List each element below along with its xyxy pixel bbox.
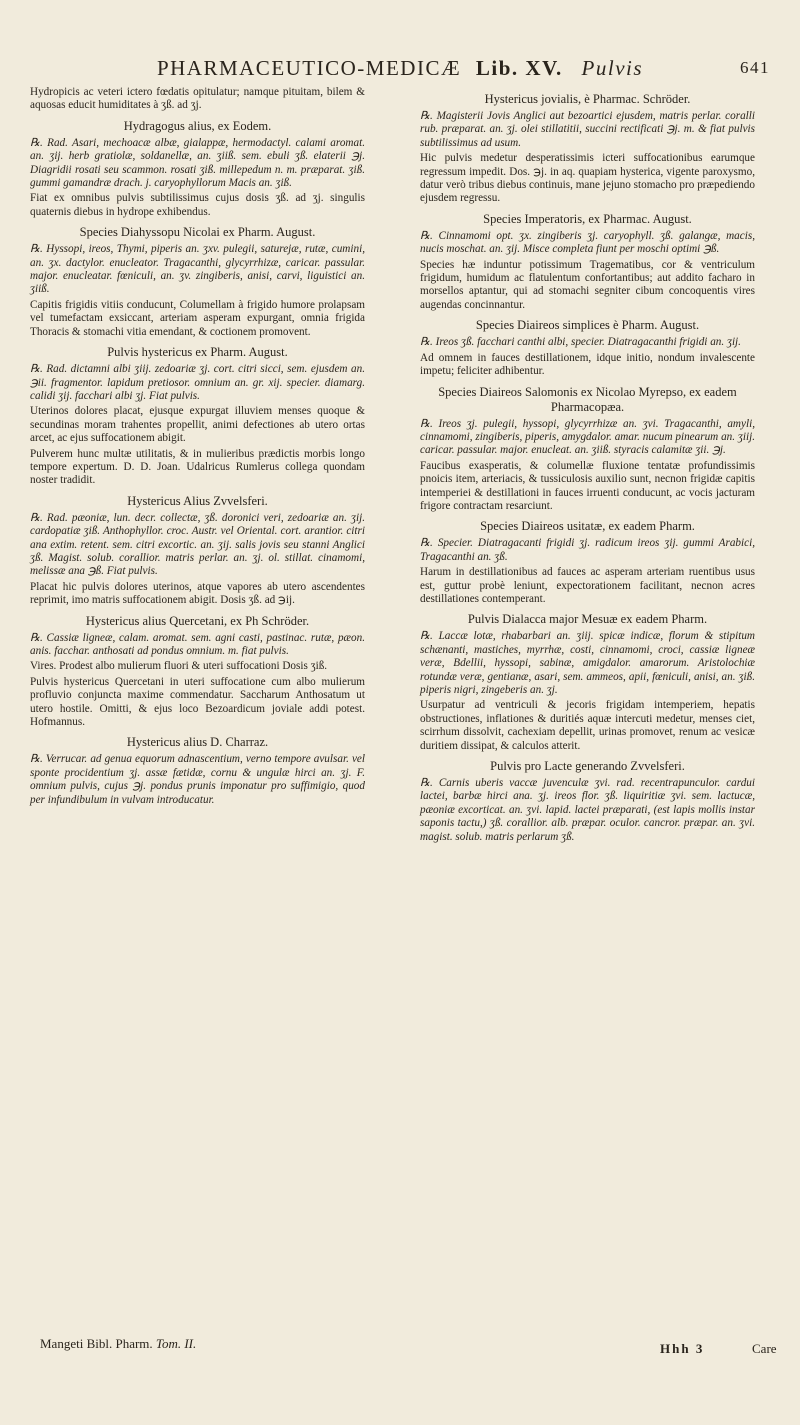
text-paragraph: Pulvis hystericus Quercetani in uteri suffocatione cum albo mulierum profluvio conjuncta maxime commendatur. Saccharum Anthosatum ut utero hostile. Omitti, & ejus loco Bezoardicum joviale addi potest. Hofmannus. (30, 675, 365, 729)
recipe-paragraph: ℞. Carnis uberis vaccæ juvenculæ ʒvi. rad. recentrapunculor. cardui lactei, barbæ hirci ana. ʒj. ireos flor. ʒß. liquiritiæ ʒvi. sem. lactucæ, pæoniæ excorticat. an. ʒvi. lapid. lactei præparati, (est lapis mollis instar saponis tactu,) ʒß. corallior. alb. præpar. oculor. cancror. præpar. an. ʒvi. magist. solub. matris perlarum ʒß. (420, 777, 755, 843)
section-heading: Species Diaireos simplices è Pharm. August. (475, 318, 700, 333)
text-paragraph: Uterinos dolores placat, ejusque expurgat illuviem menses quoque & secundinas moram trahentes propellit, animi defectiones ab utero ortas arcet, ac ejus suffocationem abigit. (30, 405, 365, 445)
section-heading: Hystericus alius Quercetani, ex Ph Schröder. (85, 613, 310, 628)
section-heading: Species Diaireos usitatæ, ex eadem Pharm. (480, 519, 695, 534)
recipe-paragraph: ℞. Ireos ʒß. facchari canthi albi, specier. Diatragacanthi frigidi an. ʒij. (420, 336, 741, 349)
header-title: PHARMACEUTICO-MEDICÆ (156, 56, 462, 80)
signature-mark: Hhh 3 (660, 1341, 705, 1356)
header-book: Lib. XV. (475, 56, 563, 80)
recipe-paragraph: ℞. Hyssopi, ireos, Thymi, piperis an. ʒxv. pulegii, saturejæ, rutæ, cumini, an. ʒx. dactylor. enucleator. Tragacanthi, glycyrrhizæ, caricar. passular. major. enucleatar. fœniculi, an. ʒv. zingiberis, anisi, carvi, liguistici an. ʒiiß. (30, 243, 365, 296)
running-header (0, 56, 800, 90)
right-column (420, 86, 755, 846)
recipe-paragraph: ℞. Verrucar. ad genua equorum adnascentium, verno tempore avulsar. vel sponte procidentium ʒj. assæ fætidæ, cornu & ungulæ hirci an. ʒj. F. omnium pulvis, cujus ℈j. pondus prunis imponatur pro suffimigio, quod per infundibulum in vulvam introducatur. (30, 753, 365, 806)
recipe-paragraph: ℞. Rad. dictamni albi ʒiij. zedoariæ ʒj. cort. citri sicci, sem. ejusdem an. ℈ii. fragmentor. lapidum pretiosor. omnium an. gr. xij. specier. diamarg. calidi ʒij. facchari albi ʒj. Fiat pulvis. (30, 363, 365, 402)
recipe-paragraph: ℞. Specier. Diatragacanti frigidi ʒj. radicum ireos ʒij. gummi Arabici, Tragacanthi an. ʒß. (420, 537, 755, 563)
section-heading: Hydragogus alius, ex Eodem. (123, 118, 272, 133)
text-paragraph: Ad omnem in fauces destillationem, idque initio, nondum invalescente impetu; feliciter adhibentur. (420, 351, 755, 378)
section-heading: Species Diahyssopu Nicolai ex Pharm. August. (79, 225, 316, 240)
section-heading: Pulvis pro Lacte generando Zvvelsferi. (490, 759, 685, 774)
text-paragraph: Usurpatur ad ventriculi & jecoris frigidam intemperiem, hepatis obstructiones, inflationes & duritiés aquæ intercuti medetur, menses ciet, scirrhum dissolvit, cachexiam depellit, urinas promovet, renum ac vesicæ duritiem dissipat, & calculos atterit. (420, 699, 755, 752)
text-paragraph: Hydropicis ac veteri ictero fœdatis opitulatur; namque pituitam, bilem & aquosas educit humiditates à ʒß. ad ʒj. (30, 86, 365, 112)
section-heading: Pulvis Dialacca major Mesuæ ex eadem Pharm. (467, 612, 708, 627)
text-paragraph: Species hæ induntur potissimum Tragematibus, cor & ventriculum frigidum, humidum ac flatulentum confortantibus; aut addito facharo in morsellos aptantur, qui ad stomachi segniter cibum concoquentis vires augendas concinnantur. (420, 258, 755, 311)
section-heading: Hystericus jovialis, è Pharmac. Schröder. (484, 92, 691, 106)
footer-reference (40, 1336, 196, 1352)
recipe-paragraph: ℞. Laccæ lotæ, rhabarbari an. ʒiij. spicæ indicæ, florum & stipitum schænanti, mastiches, myrrhæ, costi, cinnamomi, croci, cassiæ ligneæ veræ, Bdellii, hyssopi, sabinæ, amigdalor. amarorum. Aristolochiæ rotundæ veræ, gentianæ, asari, sem. ammeos, apii, fœniculi, anisi, an. ʒiß. piperis nigri, zingeberis an. ʒj. (420, 630, 755, 696)
section-heading: Pulvis hystericus ex Pharm. August. (107, 345, 288, 360)
text-paragraph: Fiat ex omnibus pulvis subtilissimus cujus dosis ʒß. ad ʒj. singulis quaternis diebus in hydrope exhibendus. (30, 192, 365, 218)
section-heading: Hystericus Alius Zvvelsferi. (127, 493, 268, 508)
recipe-paragraph: ℞. Magisterii Jovis Anglici aut bezoartici ejusdem, matris perlar. coralli rub. præparat. an. ʒj. olei stillatitii, succini rectificati ℈j. m. & fiat pulvis subtilissimus ad usum. (420, 110, 755, 149)
text-paragraph: Capitis frigidis vitiis conducunt, Columellam à frigido humore prolapsam vel tumefactam exsiccant, arteriam asperam expurgant, omnia frigida Thoracis & stomachi vitia emendant, & coctionem promovent. (30, 298, 365, 338)
left-column (30, 86, 365, 809)
text-paragraph: Harum in destillationibus ad fauces ac asperam arteriam ruentibus usus est, guttur probè leniunt, expectorationem facilitant, necnon acres destillationes contemperant. (420, 566, 755, 605)
header-section: Pulvis (581, 56, 644, 80)
recipe-paragraph: ℞. Ireos ʒj. pulegii, hyssopi, glycyrrhizæ an. ʒvi. Tragacanthi, amyli, cinnamomi, zingiberis, piperis, amygdalor. amar. nucum pinearum an. ʒiij. caricar. passular. major. enucleat. an. ʒiiß. styracis calamitæ ʒii. ℈j. (420, 417, 755, 457)
section-heading: Species Imperatoris, ex Pharmac. August. (483, 211, 692, 226)
section-heading: Hystericus alius D. Charraz. (126, 735, 269, 750)
section-heading: Species Diaireos Salomonis ex Nicolao Myrepso, ex eadem Pharmacopæa. (438, 384, 737, 414)
footer-volume: Tom. II. (155, 1336, 197, 1351)
catchword: Care (752, 1341, 777, 1356)
text-paragraph: Hic pulvis medetur desperatissimis icteri suffocationibus earumque regressum impedit. Dos. ℈j. in aq. quapiam hysterica, vigente paroxysmo, datur verò tribus diebus continuis, mane jejuno stomacho pro præpediendo ejusdem regressu. (420, 152, 755, 205)
recipe-paragraph: ℞. Rad. Asari, mechoacæ albæ, gialappæ, hermodactyl. calami aromat. an. ʒij. herb gratiolæ, soldanellæ, an. ʒiiß. sem. ebuli ʒß. elaterii ℈j. Diagridii rosati seu scammon. rosati ʒiß. millepedum n. m. præparat. ʒiß. gummi gamandræ drach. j. caryophyllorum Macis an. ʒiß. (30, 136, 365, 190)
recipe-paragraph: ℞. Cinnamomi opt. ʒx. zingiberis ʒj. caryophyll. ʒß. galangæ, macis, nucis moschat. an. ʒij. Misce completa fiunt per moschi optimi ℈ß. (420, 229, 755, 256)
footer-book-title: Mangeti Bibl. Pharm. (40, 1336, 153, 1351)
text-paragraph: Placat hic pulvis dolores uterinos, atque vapores ab utero ascendentes reprimit, imo matris suffocationem abigit. Dosis ʒß. ad ℈ij. (30, 580, 365, 607)
text-paragraph: Faucibus exasperatis, & columellæ fluxione tentatæ profundissimis pnoicis item, arteriacis, & tussiculosis auxilio sunt, necnon frigidæ capitis intemperiei & destillationi in fauces irruenti conducunt, ac vocis jacturam frigore contractam resarciunt. (420, 459, 755, 512)
text-paragraph: Pulverem hunc multæ utilitatis, & in mulieribus prædictis morbis longo tempore expertum. D. D. Joan. Udalricus Rumlerus collega quondam noster tradidit. (30, 447, 365, 487)
text-paragraph: Vires. Prodest albo mulierum fluori & uteri suffocationi Dosis ʒiß. (30, 660, 328, 673)
recipe-paragraph: ℞. Cassiæ ligneæ, calam. aromat. sem. agni casti, pastinac. rutæ, pæon. anis. facchar. anthosati ad pondus omnium. m. fiat pulvis. (30, 631, 365, 657)
recipe-paragraph: ℞. Rad. pæoniæ, lun. decr. collectæ, ʒß. doronici veri, zedoariæ an. ʒij. cardopatiæ ʒiß. Anthophyllor. croc. Austr. vel Oriental. cort. arantior. citri ana extim. retent. sem. citri excortic. an. ʒij. salis jovis seu stanni Anglici ʒß. Magist. solub. corallior. matris perlar. an. ʒj. ol. stillat. cinamomi, melissæ ana ℈ß. Fiat pulvis. (30, 511, 365, 578)
page-number: 641 (740, 58, 770, 77)
